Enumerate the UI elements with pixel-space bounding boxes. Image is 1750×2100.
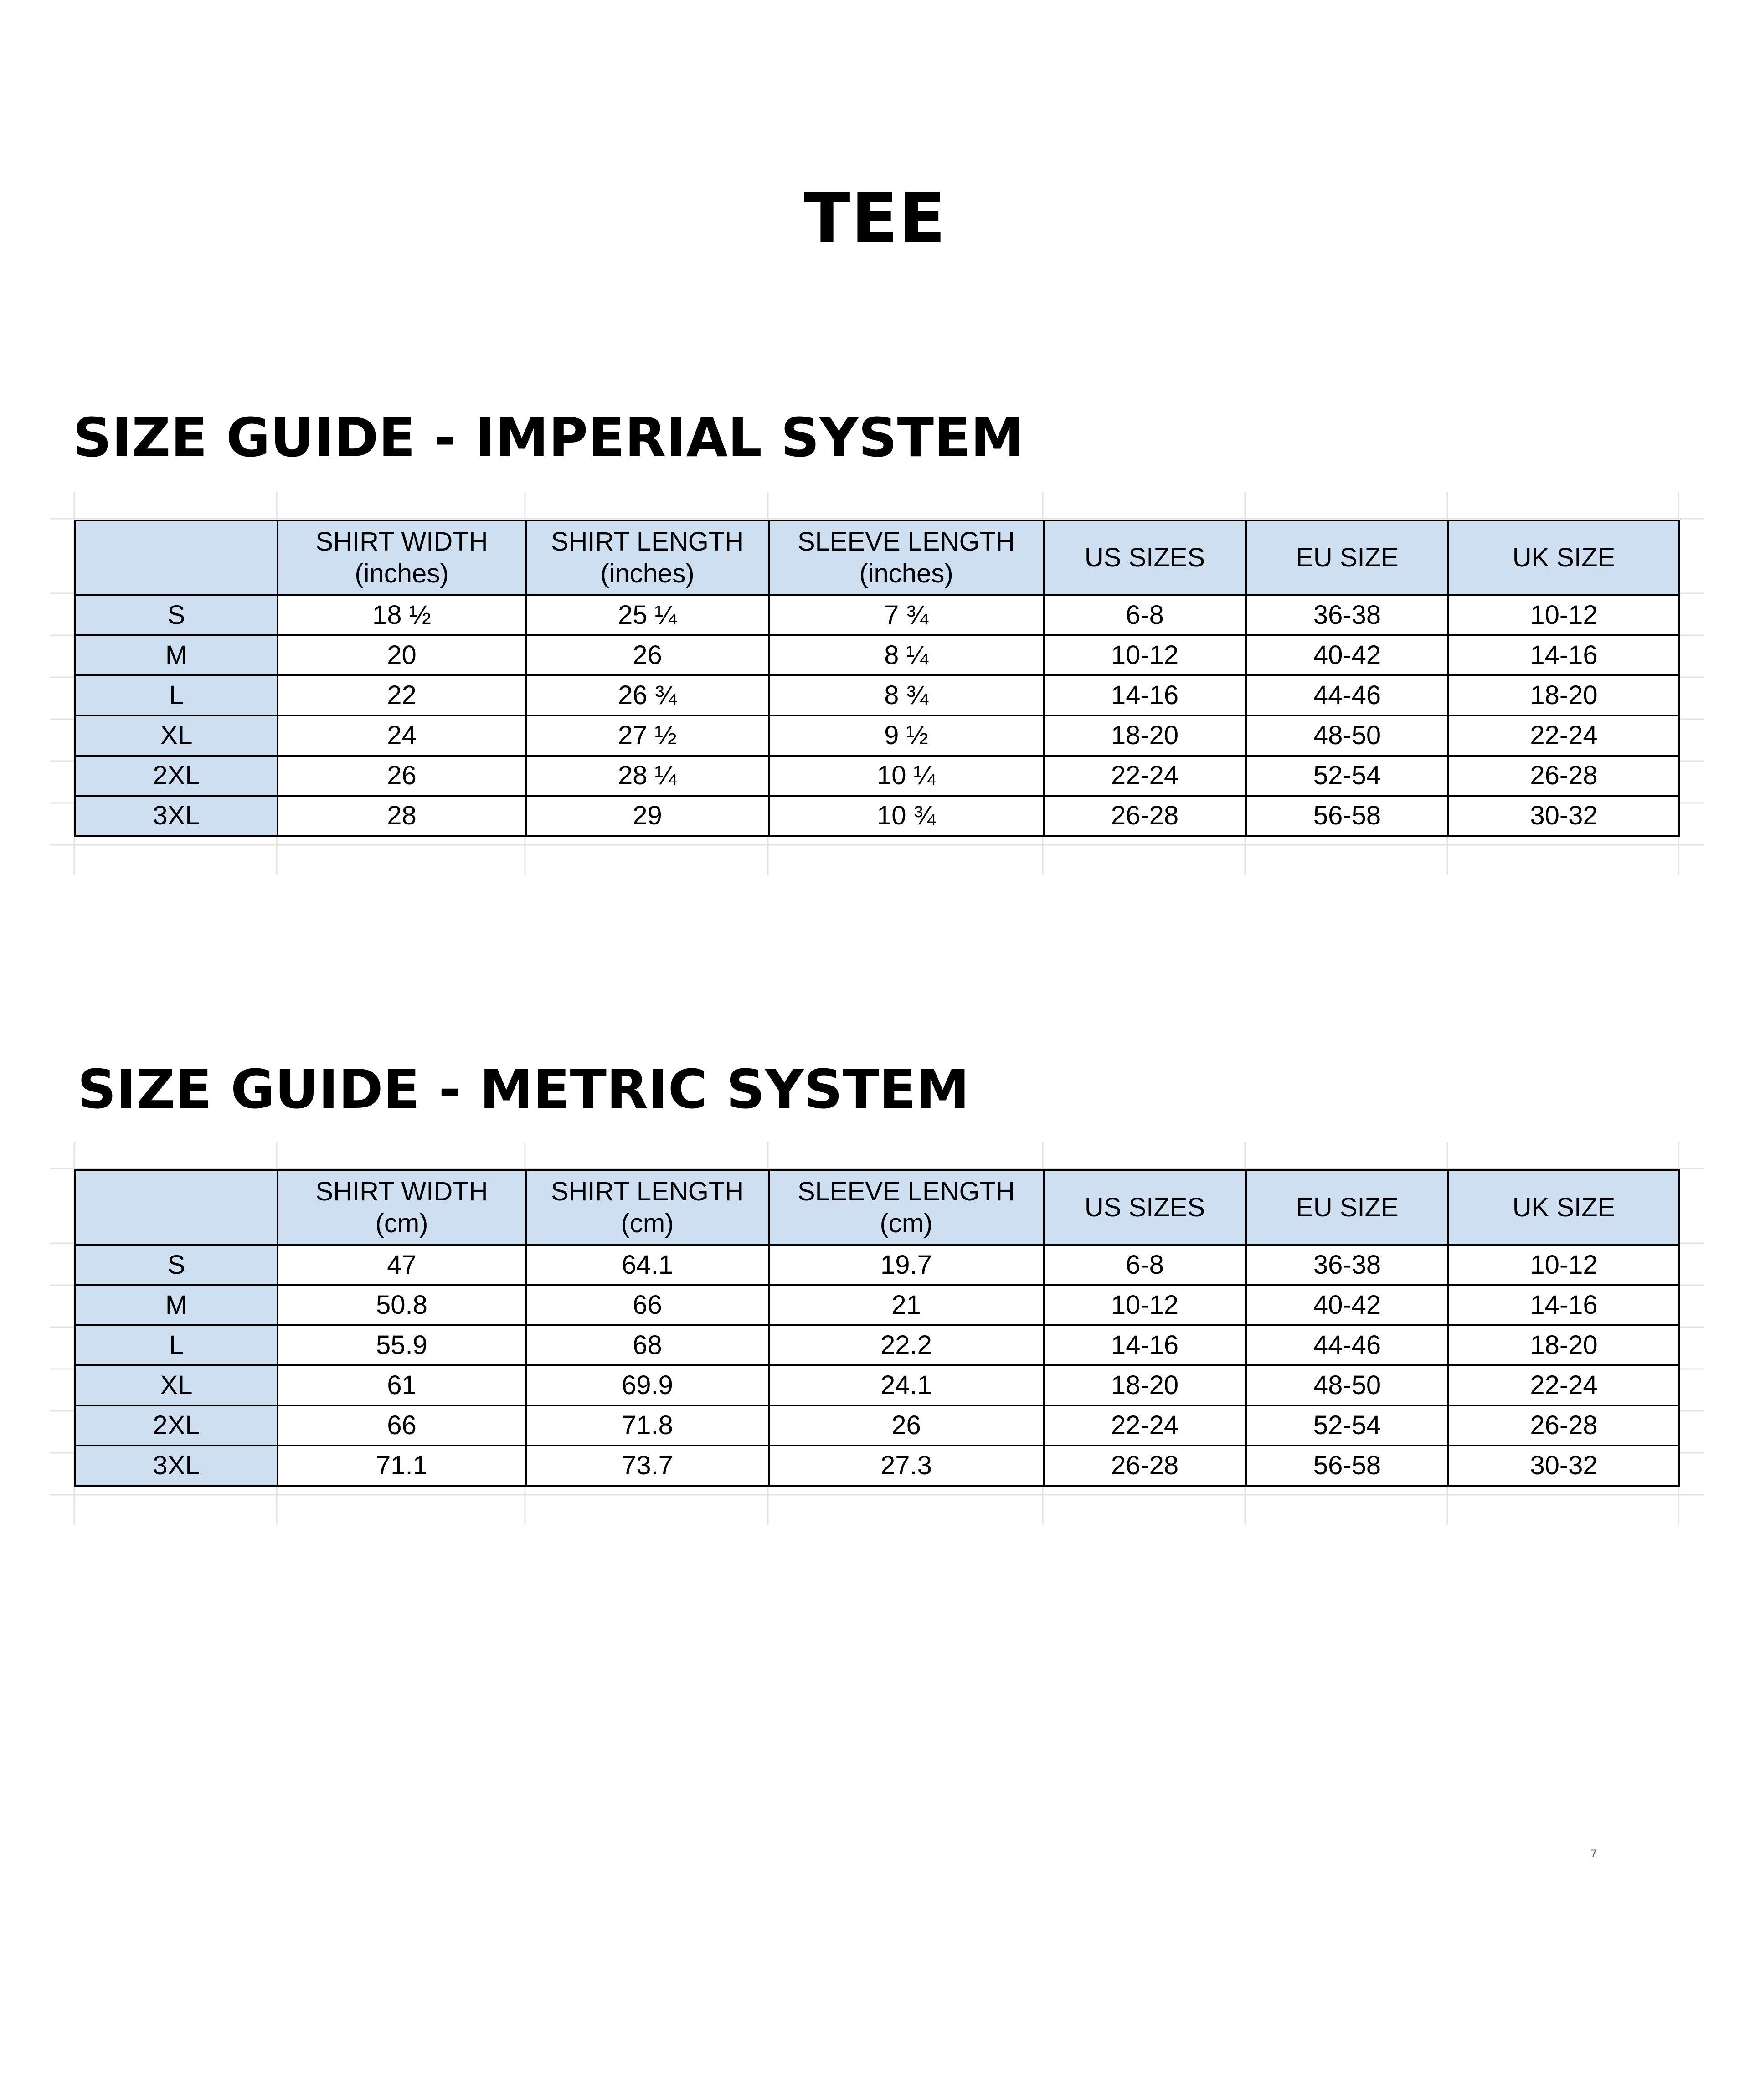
header-cell-shirt-length [526, 520, 769, 595]
size-label-cell: XL [75, 715, 278, 756]
table-cell: 18-20 [1044, 715, 1246, 756]
table-cell: 22 [278, 675, 526, 715]
header-sleeve-length-label: SLEEVE LENGTH (inches) [797, 527, 1015, 588]
header-cell-uk-size: UK SIZE [1448, 520, 1679, 595]
header-cell-uk-size: UK SIZE [1448, 1170, 1679, 1245]
header-cell-us-sizes: US SIZES [1044, 1170, 1246, 1245]
table-cell: 24.1 [769, 1365, 1044, 1405]
table-cell: 30-32 [1448, 1446, 1679, 1486]
table-cell: 50.8 [278, 1285, 526, 1325]
table-cell: 10-12 [1448, 595, 1679, 635]
table-cell: 36-38 [1246, 595, 1448, 635]
table-cell: 27 ½ [526, 715, 769, 756]
table-cell: 14-16 [1044, 675, 1246, 715]
size-label-cell: 2XL [75, 1405, 278, 1446]
table-cell: 56-58 [1246, 1446, 1448, 1486]
table-row [75, 796, 1679, 836]
table-cell: 22.2 [769, 1325, 1044, 1365]
table-cell: 27.3 [769, 1446, 1044, 1486]
size-label-cell: XL [75, 1365, 278, 1405]
table-cell: 8 ¾ [769, 675, 1044, 715]
table-row [75, 675, 1679, 715]
table-cell: 14-16 [1448, 635, 1679, 675]
table-cell: 22-24 [1448, 715, 1679, 756]
table-cell: 26-28 [1044, 1446, 1246, 1486]
table-cell: 14-16 [1448, 1285, 1679, 1325]
table-row [75, 635, 1679, 675]
table-cell: 66 [526, 1285, 769, 1325]
table-cell: 71.1 [278, 1446, 526, 1486]
table-row [75, 1325, 1679, 1365]
table-cell: 18-20 [1044, 1365, 1246, 1405]
table-cell: 52-54 [1246, 756, 1448, 796]
table-cell: 26-28 [1448, 1405, 1679, 1446]
table-cell: 55.9 [278, 1325, 526, 1365]
table-cell: 10 ¼ [769, 756, 1044, 796]
table-cell: 30-32 [1448, 796, 1679, 836]
table-cell: 21 [769, 1285, 1044, 1325]
table-cell: 52-54 [1246, 1405, 1448, 1446]
header-cell-sleeve-length [769, 1170, 1044, 1245]
size-label-cell: L [75, 675, 278, 715]
table-cell: 25 ¼ [526, 595, 769, 635]
table-cell: 22-24 [1448, 1365, 1679, 1405]
size-label-cell: M [75, 1285, 278, 1325]
table-cell: 14-16 [1044, 1325, 1246, 1365]
header-shirt-width-label: SHIRT WIDTH (inches) [315, 527, 488, 588]
table-cell: 22-24 [1044, 1405, 1246, 1446]
table-cell: 26 ¾ [526, 675, 769, 715]
table-cell: 26 [278, 756, 526, 796]
table-cell: 36-38 [1246, 1245, 1448, 1285]
table-cell: 66 [278, 1405, 526, 1446]
table-row [75, 1245, 1679, 1285]
table-cell: 40-42 [1246, 1285, 1448, 1325]
header-cell-eu-size: EU SIZE [1246, 520, 1448, 595]
size-label-cell: S [75, 595, 278, 635]
header-cell-us-sizes: US SIZES [1044, 520, 1246, 595]
header-shirt-length-label: SHIRT LENGTH (inches) [551, 527, 744, 588]
table-cell: 22-24 [1044, 756, 1246, 796]
table-cell: 44-46 [1246, 675, 1448, 715]
table-cell: 9 ½ [769, 715, 1044, 756]
table-cell: 73.7 [526, 1446, 769, 1486]
metric-section-heading: SIZE GUIDE - METRIC SYSTEM [77, 1058, 970, 1121]
size-label-cell: M [75, 635, 278, 675]
header-cell-sleeve-length [769, 520, 1044, 595]
table-cell: 7 ¾ [769, 595, 1044, 635]
table-row [75, 715, 1679, 756]
table-cell: 56-58 [1246, 796, 1448, 836]
table-cell: 29 [526, 796, 769, 836]
table-cell: 26-28 [1448, 756, 1679, 796]
table-cell: 20 [278, 635, 526, 675]
page-number: 7 [1590, 1848, 1597, 1860]
table-cell: 10-12 [1448, 1245, 1679, 1285]
table-cell: 10 ¾ [769, 796, 1044, 836]
table-cell: 71.8 [526, 1405, 769, 1446]
header-cell-shirt-width [278, 520, 526, 595]
table-header-row [75, 1170, 1679, 1245]
header-cell-size [75, 1170, 278, 1245]
table-cell: 40-42 [1246, 635, 1448, 675]
table-row [75, 756, 1679, 796]
table-cell: 69.9 [526, 1365, 769, 1405]
table-cell: 10-12 [1044, 635, 1246, 675]
header-shirt-length-label: SHIRT LENGTH (cm) [551, 1177, 744, 1238]
table-cell: 26-28 [1044, 796, 1246, 836]
page-title: TEE [803, 179, 947, 258]
size-label-cell: S [75, 1245, 278, 1285]
header-cell-shirt-length [526, 1170, 769, 1245]
table-cell: 28 ¼ [526, 756, 769, 796]
table-cell: 61 [278, 1365, 526, 1405]
table-cell: 48-50 [1246, 1365, 1448, 1405]
table-row [75, 1365, 1679, 1405]
table-cell: 19.7 [769, 1245, 1044, 1285]
table-cell: 26 [769, 1405, 1044, 1446]
table-cell: 68 [526, 1325, 769, 1365]
table-cell: 10-12 [1044, 1285, 1246, 1325]
table-header-row [75, 520, 1679, 595]
size-label-cell: 2XL [75, 756, 278, 796]
table-cell: 28 [278, 796, 526, 836]
table-cell: 6-8 [1044, 595, 1246, 635]
header-shirt-width-label: SHIRT WIDTH (cm) [315, 1177, 488, 1238]
table-cell: 18-20 [1448, 675, 1679, 715]
header-cell-size [75, 520, 278, 595]
table-row [75, 595, 1679, 635]
table-cell: 47 [278, 1245, 526, 1285]
size-label-cell: L [75, 1325, 278, 1365]
table-row [75, 1446, 1679, 1486]
metric-size-table [74, 1169, 1680, 1487]
table-cell: 18 ½ [278, 595, 526, 635]
table-cell: 8 ¼ [769, 635, 1044, 675]
table-row [75, 1285, 1679, 1325]
table-cell: 64.1 [526, 1245, 769, 1285]
header-sleeve-length-label: SLEEVE LENGTH (cm) [797, 1177, 1015, 1238]
table-cell: 18-20 [1448, 1325, 1679, 1365]
size-label-cell: 3XL [75, 796, 278, 836]
header-cell-shirt-width [278, 1170, 526, 1245]
table-cell: 24 [278, 715, 526, 756]
imperial-size-table [74, 520, 1680, 837]
table-cell: 48-50 [1246, 715, 1448, 756]
imperial-section-heading: SIZE GUIDE - IMPERIAL SYSTEM [73, 406, 1024, 469]
table-row [75, 1405, 1679, 1446]
table-cell: 6-8 [1044, 1245, 1246, 1285]
header-cell-eu-size: EU SIZE [1246, 1170, 1448, 1245]
table-cell: 26 [526, 635, 769, 675]
table-cell: 44-46 [1246, 1325, 1448, 1365]
size-label-cell: 3XL [75, 1446, 278, 1486]
